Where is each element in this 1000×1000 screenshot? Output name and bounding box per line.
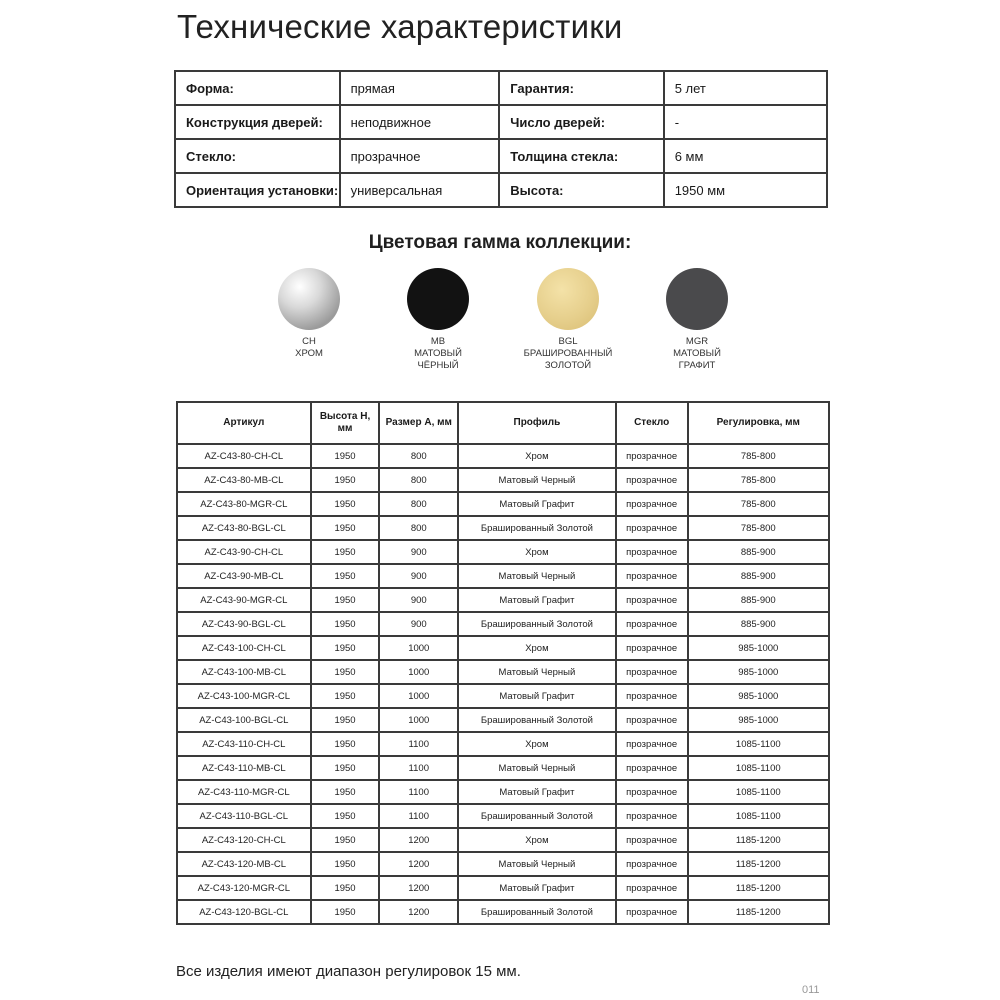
- table-cell: AZ-C43-120-MB-CL: [177, 852, 311, 876]
- spec-value: неподвижное: [340, 105, 500, 139]
- color-code: BGL: [558, 336, 578, 347]
- table-cell: AZ-C43-100-BGL-CL: [177, 708, 311, 732]
- column-header: Размер A, мм: [379, 402, 458, 444]
- table-cell: Матовый Черный: [458, 564, 616, 588]
- table-cell: 1200: [379, 900, 458, 924]
- table-cell: 1950: [311, 516, 380, 540]
- column-header: Регулировка, мм: [688, 402, 829, 444]
- table-cell: 900: [379, 564, 458, 588]
- page-title: Технические характеристики: [177, 8, 623, 45]
- table-cell: Матовый Черный: [458, 660, 616, 684]
- table-cell: 1950: [311, 612, 380, 636]
- table-cell: 1950: [311, 828, 380, 852]
- table-cell: 1950: [311, 732, 380, 756]
- table-cell: 1950: [311, 468, 380, 492]
- spec-value: 5 лет: [664, 71, 827, 105]
- table-cell: 1200: [379, 852, 458, 876]
- table-cell: Матовый Графит: [458, 876, 616, 900]
- table-cell: 785-800: [688, 468, 829, 492]
- spec-row: [175, 139, 827, 173]
- table-cell: Брашированный Золотой: [458, 516, 616, 540]
- table-cell: AZ-C43-80-MGR-CL: [177, 492, 311, 516]
- table-cell: 985-1000: [688, 636, 829, 660]
- table-cell: 1950: [311, 636, 380, 660]
- table-row: [177, 468, 829, 492]
- table-cell: 885-900: [688, 612, 829, 636]
- spec-value: 1950 мм: [664, 173, 827, 207]
- table-cell: AZ-C43-110-MB-CL: [177, 756, 311, 780]
- table-cell: 985-1000: [688, 660, 829, 684]
- spec-key: Ориентация установки:: [175, 173, 340, 207]
- color-code: MGR: [685, 336, 709, 347]
- table-cell: Брашированный Золотой: [458, 900, 616, 924]
- spec-key: Толщина стекла:: [499, 139, 663, 173]
- color-name: ХРОМ: [295, 348, 323, 359]
- table-cell: Брашированный Золотой: [458, 612, 616, 636]
- spec-key: Гарантия:: [499, 71, 663, 105]
- table-cell: прозрачное: [616, 708, 688, 732]
- table-cell: 1000: [379, 660, 458, 684]
- color-swatch-matte-graphite: [637, 268, 757, 372]
- table-cell: 1950: [311, 684, 380, 708]
- spec-row: [175, 173, 827, 207]
- table-cell: 900: [379, 612, 458, 636]
- table-cell: 1100: [379, 756, 458, 780]
- table-row: [177, 852, 829, 876]
- table-cell: 1950: [311, 780, 380, 804]
- table-cell: AZ-C43-90-CH-CL: [177, 540, 311, 564]
- table-cell: Матовый Черный: [458, 468, 616, 492]
- graphite-swatch-circle: [666, 268, 728, 330]
- table-row: [177, 804, 829, 828]
- colors-title: Цветовая гамма коллекции:: [368, 232, 632, 253]
- table-cell: 900: [379, 588, 458, 612]
- color-name: МАТОВЫЙ: [414, 348, 462, 359]
- table-cell: прозрачное: [616, 684, 688, 708]
- column-header: Профиль: [458, 402, 616, 444]
- table-cell: прозрачное: [616, 636, 688, 660]
- table-cell: 1085-1100: [688, 804, 829, 828]
- spec-value: -: [664, 105, 827, 139]
- color-swatch-brushed-gold: [508, 268, 628, 372]
- table-cell: AZ-C43-110-MGR-CL: [177, 780, 311, 804]
- color-name: ЗОЛОТОЙ: [544, 360, 592, 371]
- table-cell: AZ-C43-110-BGL-CL: [177, 804, 311, 828]
- spec-row: [175, 71, 827, 105]
- table-header-row: [177, 402, 829, 444]
- table-cell: прозрачное: [616, 900, 688, 924]
- table-cell: 1950: [311, 588, 380, 612]
- table-cell: 1185-1200: [688, 852, 829, 876]
- table-cell: прозрачное: [616, 492, 688, 516]
- table-cell: AZ-C43-120-CH-CL: [177, 828, 311, 852]
- spec-key: Высота:: [499, 173, 663, 207]
- table-row: [177, 564, 829, 588]
- table-cell: 1200: [379, 828, 458, 852]
- spec-key: Число дверей:: [499, 105, 663, 139]
- table-row: [177, 492, 829, 516]
- table-cell: прозрачное: [616, 804, 688, 828]
- table-cell: Матовый Черный: [458, 756, 616, 780]
- table-cell: 1950: [311, 900, 380, 924]
- color-swatch-chrome: [249, 268, 369, 360]
- table-cell: прозрачное: [616, 876, 688, 900]
- table-cell: 1950: [311, 876, 380, 900]
- column-header: Высота H, мм: [311, 402, 380, 444]
- table-cell: 1200: [379, 876, 458, 900]
- table-cell: 785-800: [688, 444, 829, 468]
- article-table: [176, 401, 830, 925]
- table-cell: 1085-1100: [688, 756, 829, 780]
- page-number: 011: [802, 984, 820, 996]
- table-cell: прозрачное: [616, 828, 688, 852]
- table-row: [177, 612, 829, 636]
- table-cell: прозрачное: [616, 660, 688, 684]
- table-cell: 1950: [311, 492, 380, 516]
- table-cell: 1950: [311, 444, 380, 468]
- table-cell: 800: [379, 516, 458, 540]
- table-cell: AZ-C43-80-CH-CL: [177, 444, 311, 468]
- table-cell: прозрачное: [616, 468, 688, 492]
- table-row: [177, 516, 829, 540]
- table-cell: прозрачное: [616, 756, 688, 780]
- table-row: [177, 444, 829, 468]
- table-cell: AZ-C43-110-CH-CL: [177, 732, 311, 756]
- table-cell: прозрачное: [616, 612, 688, 636]
- table-cell: Матовый Графит: [458, 684, 616, 708]
- table-cell: 800: [379, 468, 458, 492]
- table-cell: AZ-C43-100-CH-CL: [177, 636, 311, 660]
- color-name: БРАШИРОВАННЫЙ: [523, 348, 613, 359]
- table-cell: прозрачное: [616, 732, 688, 756]
- spec-key: Форма:: [175, 71, 340, 105]
- table-cell: прозрачное: [616, 444, 688, 468]
- table-row: [177, 540, 829, 564]
- table-cell: прозрачное: [616, 852, 688, 876]
- table-row: [177, 732, 829, 756]
- spec-table: [174, 70, 828, 208]
- color-code: MB: [430, 336, 446, 347]
- table-cell: Матовый Графит: [458, 492, 616, 516]
- spec-key: Конструкция дверей:: [175, 105, 340, 139]
- table-cell: прозрачное: [616, 516, 688, 540]
- table-cell: AZ-C43-120-MGR-CL: [177, 876, 311, 900]
- footnote: Все изделия имеют диапазон регулировок 15 мм.: [176, 963, 521, 980]
- table-cell: 885-900: [688, 564, 829, 588]
- column-header: Артикул: [177, 402, 311, 444]
- color-swatch-matte-black: [378, 268, 498, 372]
- color-name: МАТОВЫЙ: [673, 348, 721, 359]
- table-cell: AZ-C43-120-BGL-CL: [177, 900, 311, 924]
- table-cell: прозрачное: [616, 564, 688, 588]
- table-cell: 1085-1100: [688, 780, 829, 804]
- table-row: [177, 828, 829, 852]
- table-cell: прозрачное: [616, 780, 688, 804]
- spec-value: прозрачное: [340, 139, 500, 173]
- table-row: [177, 636, 829, 660]
- table-row: [177, 660, 829, 684]
- color-name: ЧЁРНЫЙ: [417, 360, 459, 371]
- table-cell: 785-800: [688, 492, 829, 516]
- table-cell: 885-900: [688, 588, 829, 612]
- table-cell: Хром: [458, 828, 616, 852]
- spec-key: Стекло:: [175, 139, 340, 173]
- table-cell: AZ-C43-80-MB-CL: [177, 468, 311, 492]
- table-cell: 800: [379, 492, 458, 516]
- table-row: [177, 708, 829, 732]
- table-cell: 1950: [311, 852, 380, 876]
- table-cell: Хром: [458, 732, 616, 756]
- table-row: [177, 588, 829, 612]
- table-cell: AZ-C43-90-MGR-CL: [177, 588, 311, 612]
- chrome-swatch-circle: [278, 268, 340, 330]
- table-cell: 800: [379, 444, 458, 468]
- table-cell: 1100: [379, 732, 458, 756]
- table-cell: AZ-C43-90-BGL-CL: [177, 612, 311, 636]
- table-cell: Хром: [458, 540, 616, 564]
- table-row: [177, 900, 829, 924]
- table-cell: прозрачное: [616, 588, 688, 612]
- table-cell: прозрачное: [616, 540, 688, 564]
- table-cell: 1085-1100: [688, 732, 829, 756]
- table-cell: 1950: [311, 660, 380, 684]
- table-cell: Хром: [458, 636, 616, 660]
- table-cell: AZ-C43-100-MB-CL: [177, 660, 311, 684]
- table-cell: 885-900: [688, 540, 829, 564]
- table-cell: Брашированный Золотой: [458, 708, 616, 732]
- table-cell: 1185-1200: [688, 828, 829, 852]
- table-cell: 985-1000: [688, 684, 829, 708]
- table-cell: 1185-1200: [688, 900, 829, 924]
- table-cell: 1000: [379, 708, 458, 732]
- table-cell: 985-1000: [688, 708, 829, 732]
- table-row: [177, 684, 829, 708]
- table-cell: 1000: [379, 684, 458, 708]
- table-row: [177, 780, 829, 804]
- gold-swatch-circle: [537, 268, 599, 330]
- table-cell: AZ-C43-80-BGL-CL: [177, 516, 311, 540]
- table-cell: Хром: [458, 444, 616, 468]
- color-name: ГРАФИТ: [678, 360, 716, 371]
- table-cell: Матовый Черный: [458, 852, 616, 876]
- color-code: CH: [302, 336, 316, 347]
- table-cell: 1950: [311, 804, 380, 828]
- black-swatch-circle: [407, 268, 469, 330]
- table-cell: 1100: [379, 804, 458, 828]
- table-cell: Матовый Графит: [458, 780, 616, 804]
- table-cell: 1950: [311, 756, 380, 780]
- article-table-body: [177, 444, 829, 924]
- table-cell: Брашированный Золотой: [458, 804, 616, 828]
- spec-value: прямая: [340, 71, 500, 105]
- table-cell: 1950: [311, 564, 380, 588]
- table-cell: 1100: [379, 780, 458, 804]
- table-row: [177, 756, 829, 780]
- table-cell: Матовый Графит: [458, 588, 616, 612]
- spec-value: 6 мм: [664, 139, 827, 173]
- table-cell: 1950: [311, 540, 380, 564]
- table-cell: 1000: [379, 636, 458, 660]
- table-cell: AZ-C43-100-MGR-CL: [177, 684, 311, 708]
- table-cell: 900: [379, 540, 458, 564]
- table-row: [177, 876, 829, 900]
- table-cell: 785-800: [688, 516, 829, 540]
- column-header: Стекло: [616, 402, 688, 444]
- table-cell: 1185-1200: [688, 876, 829, 900]
- table-cell: 1950: [311, 708, 380, 732]
- spec-value: универсальная: [340, 173, 500, 207]
- table-cell: AZ-C43-90-MB-CL: [177, 564, 311, 588]
- spec-row: [175, 105, 827, 139]
